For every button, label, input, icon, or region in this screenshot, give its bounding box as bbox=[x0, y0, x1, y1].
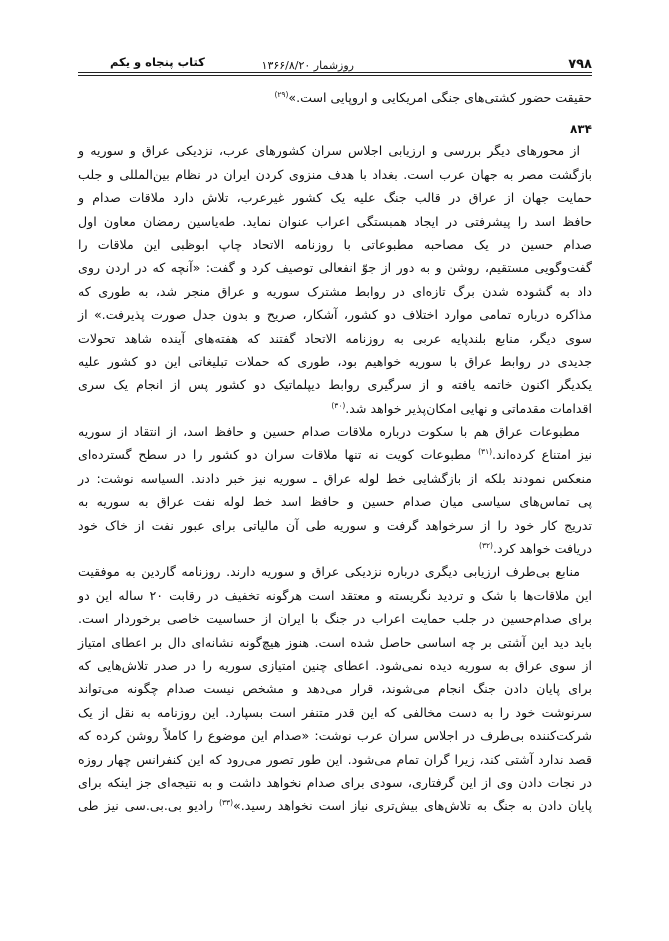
line-text: مطبوعات کویت نه تنها ملاقات سران دو کشور را در سطح گسترده‌ای bbox=[78, 447, 479, 463]
text-line bbox=[78, 560, 592, 583]
line-text: جدیدی در روابط عراق با سوریه خواهیم بود، طوری که حملات تبلیغاتی این دو کشور علیه bbox=[78, 353, 592, 369]
paragraph bbox=[78, 139, 592, 420]
text-line bbox=[78, 771, 592, 794]
line-text: نیز امتناع کرده‌اند. bbox=[492, 447, 592, 463]
footnote-ref: (۳۱) bbox=[478, 447, 493, 457]
text-line bbox=[78, 467, 592, 490]
footnote-ref: (۳۲) bbox=[479, 540, 493, 550]
text-line bbox=[78, 748, 592, 771]
text-line bbox=[78, 654, 592, 677]
footnote-ref: (۲۹) bbox=[274, 89, 289, 99]
line-text: در نجات دادن وی از این گرفتاری، سودی برای صدام نخواهد داشت و به نتیجه‌ای جز اینکه برای bbox=[78, 774, 592, 790]
line-text: صدام حسین در یک مصاحبه مطبوعاتی با روزنامه الاتحاد چاپ ابوظبی این ملاقات را bbox=[78, 236, 592, 252]
entry-number: ۸۳۴ bbox=[570, 122, 592, 137]
text-line bbox=[78, 303, 592, 326]
text-line bbox=[78, 490, 592, 513]
line-text: یکدیگر اکنون خاتمه یافته و از سرگیری روابط دیپلماتیک دو کشور پس از انجام یک سری bbox=[78, 377, 592, 393]
line-text: سرنوشت خود را به دست مخالفی که این قدر متنفر است بسپارد. این روزنامه به نقل از یک bbox=[78, 704, 592, 720]
text-line bbox=[78, 163, 592, 186]
line-text: باید دید این آشتی بر چه اساسی حاصل شده است. هنوز هیچ‌گونه نشانه‌ای دال بر اعطای امتیاز bbox=[78, 634, 592, 650]
line-text: قصد ندارد آشتی کند، زیرا گران تمام می‌شود. این طور تصور می‌رود که این کنفرانس چهار روزه bbox=[78, 751, 592, 767]
line-text: داد به گشوده شدن برگ تازه‌ای در روابط مشترک سوریه و عراق منجر شد، به طوری که bbox=[78, 283, 592, 299]
line-text: پی تماس‌های سیاسی میان صدام حسین و حافظ اسد خط لوله نفت عراق به سوریه به bbox=[78, 494, 592, 510]
line-text: برای صدام‌حسین در جلب حمایت اعراب در جنگ با ایران از حساسیت خاصی برخوردار است. bbox=[78, 611, 592, 627]
line-text: سوی دیگر، منابع بلندپایه عربی به روزنامه الاتحاد گفتند که هفته‌های آینده شاهد تحولات bbox=[78, 330, 592, 346]
paragraph bbox=[78, 420, 592, 560]
text-line bbox=[78, 256, 592, 279]
line-text: حمایت جهان از عراق در قالب جنگ علیه یک کشور غیرعرب، تلاش دارد ملاقات صدام و bbox=[78, 190, 592, 206]
line-text: حافظ اسد را پیشرفتی در ایجاد همبستگی اعراب عنوان نماید. طه‌یاسین رمضان معاون اول bbox=[78, 213, 592, 229]
header-rule bbox=[78, 72, 592, 73]
line-text: مطبوعات عراق هم با سکوت درباره ملاقات صدام حسین و حافظ اسد، از انتقاد از سوریه bbox=[78, 424, 580, 440]
text-line bbox=[78, 139, 592, 162]
text-line bbox=[78, 420, 592, 443]
text-line bbox=[78, 537, 592, 560]
line-text: تدریج کار خود را از سرخواهد گرفت و سوریه طی آن مالیاتی برای عبور نفت از خاک خود bbox=[78, 517, 592, 533]
line-text: از سوی عراق به سوریه دیده نمی‌شود. اعطای چنین امتیازی سوریه را در صدر تلاش‌هایی که bbox=[78, 657, 592, 673]
page-body bbox=[78, 86, 592, 818]
page-header bbox=[78, 55, 592, 77]
page-number: ۷۹۸ bbox=[568, 57, 592, 72]
intro-line bbox=[78, 86, 592, 109]
line-text: مذاکره درباره تمامی موارد اختلاف دو کشور، آشکار، صریح و بدون جدل صورت پذیرفت.» از bbox=[78, 307, 592, 323]
text-line bbox=[78, 584, 592, 607]
line-text: گفت‌وگویی مستقیم، روشن و به دور از جوّ انفعالی توصیف کرد و گفت: «آنچه که در اردن روی bbox=[78, 260, 592, 276]
line-text: پایان دادن به جنگ به تلاش‌های بیش‌تری نیاز است نخواهد رسید.» bbox=[233, 798, 592, 814]
paragraph bbox=[78, 560, 592, 817]
text-line bbox=[78, 350, 592, 373]
line-text: شرکت‌کننده بی‌طرف در اجلاس سران عرب نوشت: «صدام این موضوع را کاملاً روشن کرده که bbox=[78, 728, 592, 744]
text-line bbox=[78, 186, 592, 209]
line-text: حقیقت حضور کشتی‌های جنگی امریکایی و اروپایی است.» bbox=[288, 90, 592, 105]
text-line bbox=[78, 280, 592, 303]
text-line bbox=[78, 327, 592, 350]
line-text: بازگشت مصر به جهان عرب است. بغداد با هدف منزوی کردن ایران در نظام بین‌المللی و جلب bbox=[78, 166, 592, 182]
line-text: منابع بی‌طرف ارزیابی دیگری درباره نزدیکی عراق و سوریه دارند. روزنامه گاردین به موفقیت bbox=[78, 564, 580, 580]
line-text: رادیو بی.بی.سی نیز طی bbox=[78, 798, 220, 814]
text-line bbox=[78, 724, 592, 747]
line-text: دریافت خواهد کرد. bbox=[492, 541, 592, 557]
footnote-ref: (۳۰) bbox=[331, 400, 346, 410]
text-line bbox=[78, 514, 592, 537]
line-text: اقدامات مقدماتی و نهایی امکان‌پذیر خواهد شد. bbox=[345, 400, 592, 416]
text-line bbox=[78, 443, 592, 466]
text-line bbox=[78, 233, 592, 256]
text-line bbox=[78, 210, 592, 233]
text-line bbox=[78, 607, 592, 630]
line-text: از محورهای دیگر بررسی و ارزیابی اجلاس سران کشورهای عرب، نزدیکی عراق و سوریه و bbox=[78, 143, 580, 159]
line-text: برای پایان دادن جنگ انجام می‌شوند، قرار می‌دهد و مشخص نیست صدام چگونه می‌تواند bbox=[78, 681, 592, 697]
book-title: کتاب پنجاه و یکم bbox=[110, 55, 205, 69]
header-rule bbox=[78, 75, 592, 76]
running-date: روزشمار ۱۳۶۶/۸/۲۰ bbox=[261, 59, 354, 72]
line-text: منعکس نمودند بلکه از بازگشایی خط لوله عراق ـ سوریه نیز خبر دادند. السیاسه نوشت: در bbox=[78, 470, 592, 486]
footnote-ref: (۳۳) bbox=[219, 798, 233, 808]
text-line bbox=[78, 373, 592, 396]
text-line bbox=[78, 631, 592, 654]
text-line bbox=[78, 701, 592, 724]
paragraphs bbox=[78, 139, 592, 817]
text-line bbox=[78, 794, 592, 817]
line-text: این ملاقات‌ها با شک و تردید نگریسته و معتقد است هرگونه تخفیف در رقابت ۲۰ ساله این دو bbox=[78, 587, 592, 603]
text-line bbox=[78, 677, 592, 700]
text-line bbox=[78, 397, 592, 420]
